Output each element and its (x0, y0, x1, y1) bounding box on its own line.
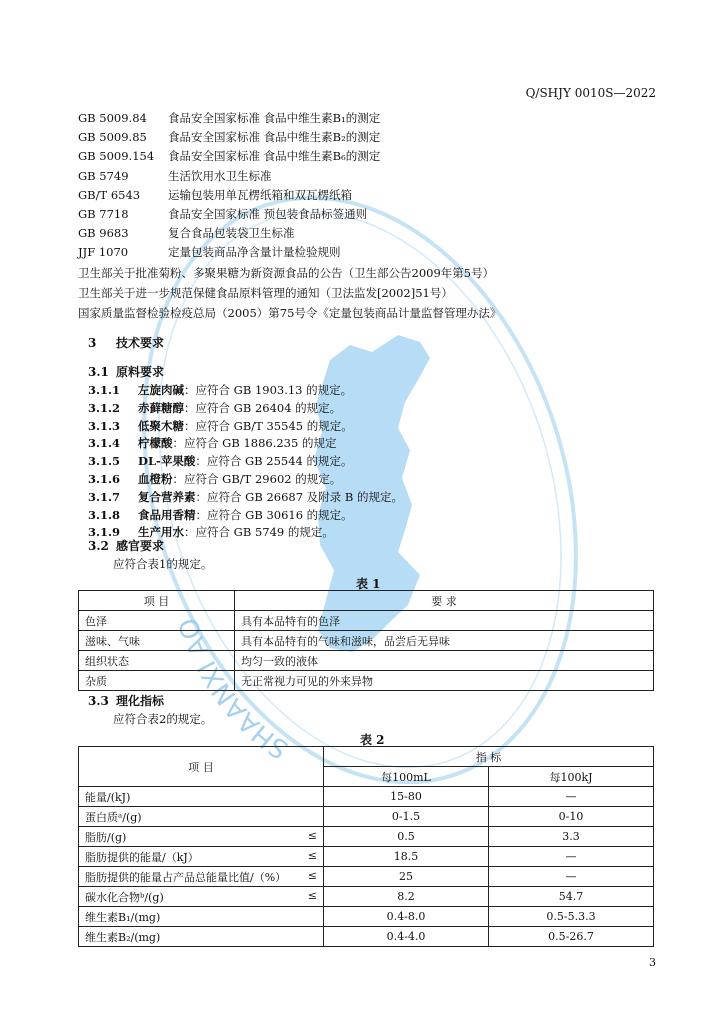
physicochemical-table (78, 746, 654, 947)
header-cell-per100ml: 每100mL (324, 767, 489, 787)
section-note: 应符合表2的规定。 (113, 712, 213, 726)
requirement-text: ：应符合 GB 25544 的规定。 (195, 454, 353, 469)
table-row (79, 927, 654, 947)
item-name: 维生素B₁/(mg) (85, 910, 161, 924)
table-row (79, 907, 654, 927)
reference-title: 食品安全国家标准 预包装食品标签通则 (168, 207, 368, 221)
requirement-item (88, 418, 353, 434)
table-cell-per100kj: 54.7 (489, 887, 654, 907)
requirement-name: 生产用水 (138, 525, 184, 540)
watermark-text: SHAANXI AO (173, 613, 294, 765)
table-cell-per100ml: 18.5 (324, 847, 489, 867)
item-name: 维生素B₂/(mg) (85, 930, 161, 944)
notice-line: 卫生部关于进一步规范保健食品原料管理的通知（卫法监发[2002]51号） (78, 286, 453, 300)
table-row (79, 827, 654, 847)
table-row (79, 847, 654, 867)
requirement-text: ：应符合 GB 5749 的规定。 (184, 525, 334, 540)
requirement-item (88, 489, 403, 505)
table-row (79, 611, 654, 631)
table-cell-per100kj: 0-10 (489, 807, 654, 827)
header-cell-item: 项 目 (79, 747, 324, 787)
table-row (79, 887, 654, 907)
reference-title: 食品安全国家标准 食品中维生素B₆的测定 (168, 149, 381, 164)
header-cell: 要 求 (235, 591, 654, 611)
reference-item (78, 129, 380, 145)
requirement-name: 食品用香精 (138, 507, 196, 522)
table-cell-per100kj: 0.5-26.7 (489, 927, 654, 947)
table-cell-per100kj: — (489, 847, 654, 867)
section-title: 理化指标 (116, 694, 165, 708)
section-title: 技术要求 (116, 336, 165, 350)
table-cell-item (79, 867, 324, 887)
requirement-number: 3.1.2 (88, 400, 121, 415)
table-cell-per100kj: 3.3 (489, 827, 654, 847)
reference-code: GB 9683 (78, 226, 129, 241)
requirement-number: 3.1.4 (88, 436, 121, 451)
item-name: 蛋白质ᵃ/(g) (85, 810, 142, 824)
requirement-item (88, 471, 341, 487)
table-cell-per100kj: — (489, 787, 654, 807)
table-cell-per100ml: 0.4-8.0 (324, 907, 489, 927)
requirement-text: ：应符合 GB 26404 的规定。 (184, 400, 342, 415)
table-cell-requirement: 具有本品特有的色泽 (235, 611, 654, 631)
table-cell-per100ml: 0-1.5 (324, 807, 489, 827)
requirement-text: ：应符合 GB 1886.235 的规定 (172, 436, 337, 451)
requirement-name: DL-苹果酸 (138, 454, 196, 469)
reference-item (78, 110, 380, 126)
table-cell-requirement: 具有本品特有的气味和滋味，品尝后无异味 (235, 631, 654, 651)
item-name: 脂肪/(g) (85, 830, 127, 844)
table-cell-per100ml: 0.5 (324, 827, 489, 847)
requirement-text: ：应符合 GB 26687 及附录 B 的规定。 (195, 489, 403, 504)
section-number: 3.2 (88, 539, 109, 553)
table-header-row (79, 591, 654, 611)
reference-title: 复合食品包装袋卫生标准 (168, 226, 295, 241)
section-title: 感官要求 (116, 539, 165, 553)
section-note: 应符合表1的规定。 (113, 557, 213, 571)
requirement-item (88, 453, 353, 469)
reference-item (78, 225, 295, 241)
requirement-name: 柠檬酸 (138, 436, 173, 451)
table-cell-per100kj: 0.5-5.3.3 (489, 907, 654, 927)
requirement-number: 3.1.7 (88, 489, 121, 504)
requirement-item (88, 435, 336, 451)
section-heading-3-3 (88, 692, 164, 709)
item-name: 脂肪提供的能量占产品总能量比值/（%） (85, 870, 287, 884)
sensory-table (78, 590, 654, 691)
requirement-number: 3.1.6 (88, 472, 121, 486)
le-sign: ≤ (307, 868, 317, 882)
header-cell-per100kj: 每100kJ (489, 767, 654, 787)
table-cell-item (79, 787, 324, 807)
table-cell-item: 组织状态 (79, 651, 235, 671)
reference-code: GB 5749 (78, 168, 129, 183)
reference-item (78, 206, 367, 222)
requirement-number: 3.1.9 (88, 525, 121, 540)
notice-line: 国家质量监督检验检疫总局（2005）第75号令《定量包装商品计量监督管理办法》 (78, 306, 502, 320)
table-row (79, 651, 654, 671)
table-cell-item (79, 907, 324, 927)
notice-line: 卫生部关于批准菊粉、多聚果糖为新资源食品的公告（卫生部公告2009年第5号） (78, 266, 495, 280)
requirement-name: 赤藓糖醇 (138, 400, 184, 415)
requirement-name: 左旋肉碱 (138, 383, 184, 397)
section-number: 3.3 (88, 694, 109, 708)
table-cell-item (79, 927, 324, 947)
reference-code: GB 5009.154 (78, 149, 155, 164)
requirement-name: 低聚木糖 (138, 418, 184, 433)
requirement-text: ：应符合 GB 1903.13 的规定。 (184, 383, 353, 397)
requirement-item (88, 382, 352, 398)
table-cell-item (79, 887, 324, 907)
reference-code: GB/T 6543 (78, 187, 141, 202)
header-cell: 项 目 (79, 591, 235, 611)
requirement-name: 复合营养素 (138, 489, 196, 504)
le-sign: ≤ (307, 848, 317, 862)
header-cell-index: 指 标 (324, 747, 654, 767)
le-sign: ≤ (307, 828, 317, 842)
table-row (79, 671, 654, 691)
requirement-number: 3.1.1 (88, 383, 121, 397)
requirement-text: ：应符合 GB/T 35545 的规定。 (184, 418, 353, 433)
table-cell-requirement: 无正常视力可见的外来异物 (235, 671, 654, 691)
reference-title: 运输包装用单瓦楞纸箱和双瓦楞纸箱 (168, 187, 352, 202)
table-header-row (79, 747, 654, 767)
table-cell-item: 杂质 (79, 671, 235, 691)
table-cell-item (79, 827, 324, 847)
section-number: 3 (88, 336, 97, 350)
table-cell-item: 色泽 (79, 611, 235, 631)
section-number: 3.1 (88, 365, 109, 379)
table-cell-item (79, 807, 324, 827)
requirement-name: 血橙粉 (138, 472, 173, 486)
section-heading-3-1 (88, 363, 164, 380)
item-name: 碳水化合物ᵇ/(g) (85, 890, 164, 904)
reference-item (78, 187, 352, 203)
reference-title: 食品安全国家标准 食品中维生素B₂的测定 (168, 130, 381, 145)
table-cell-per100ml: 8.2 (324, 887, 489, 907)
section-title: 原料要求 (116, 365, 165, 379)
table-cell-requirement: 均匀一致的液体 (235, 651, 654, 671)
reference-code: GB 5009.84 (78, 111, 147, 125)
table-1-caption: 表 1 (356, 577, 381, 591)
section-heading-3 (88, 334, 164, 351)
requirement-item (88, 400, 341, 416)
table-row (79, 807, 654, 827)
table-cell-per100ml: 0.4-4.0 (324, 927, 489, 947)
table-2-caption: 表 2 (360, 733, 385, 747)
page-number: 3 (649, 956, 656, 969)
item-name: 能量/(kJ) (85, 790, 131, 804)
requirement-item (88, 507, 353, 523)
table-cell-item: 滋味、气味 (79, 631, 235, 651)
table-row (79, 631, 654, 651)
requirement-text: ：应符合 GB/T 29602 的规定。 (172, 472, 342, 486)
standard-code: Q/SHJY 0010S—2022 (525, 86, 656, 100)
reference-item (78, 168, 272, 184)
table-row (79, 867, 654, 887)
reference-code: GB 5009.85 (78, 130, 147, 145)
requirement-number: 3.1.5 (88, 454, 121, 469)
section-heading-3-2 (88, 537, 164, 554)
item-name: 脂肪提供的能量/（kJ） (85, 850, 199, 864)
table-row (79, 787, 654, 807)
reference-item (78, 148, 380, 164)
reference-code: JJF 1070 (78, 245, 129, 260)
requirement-number: 3.1.8 (88, 507, 121, 522)
reference-title: 定量包装商品净含量计量检验规则 (168, 245, 341, 260)
le-sign: ≤ (307, 888, 317, 902)
reference-title: 生活饮用水卫生标准 (168, 168, 272, 183)
requirement-text: ：应符合 GB 30616 的规定。 (195, 507, 353, 522)
reference-title: 食品安全国家标准 食品中维生素B₁的测定 (168, 111, 381, 125)
requirement-number: 3.1.3 (88, 418, 121, 433)
reference-item (78, 244, 341, 260)
table-cell-per100kj: — (489, 867, 654, 887)
reference-code: GB 7718 (78, 207, 129, 221)
table-cell-item (79, 847, 324, 867)
table-cell-per100ml: 25 (324, 867, 489, 887)
table-cell-per100ml: 15-80 (324, 787, 489, 807)
